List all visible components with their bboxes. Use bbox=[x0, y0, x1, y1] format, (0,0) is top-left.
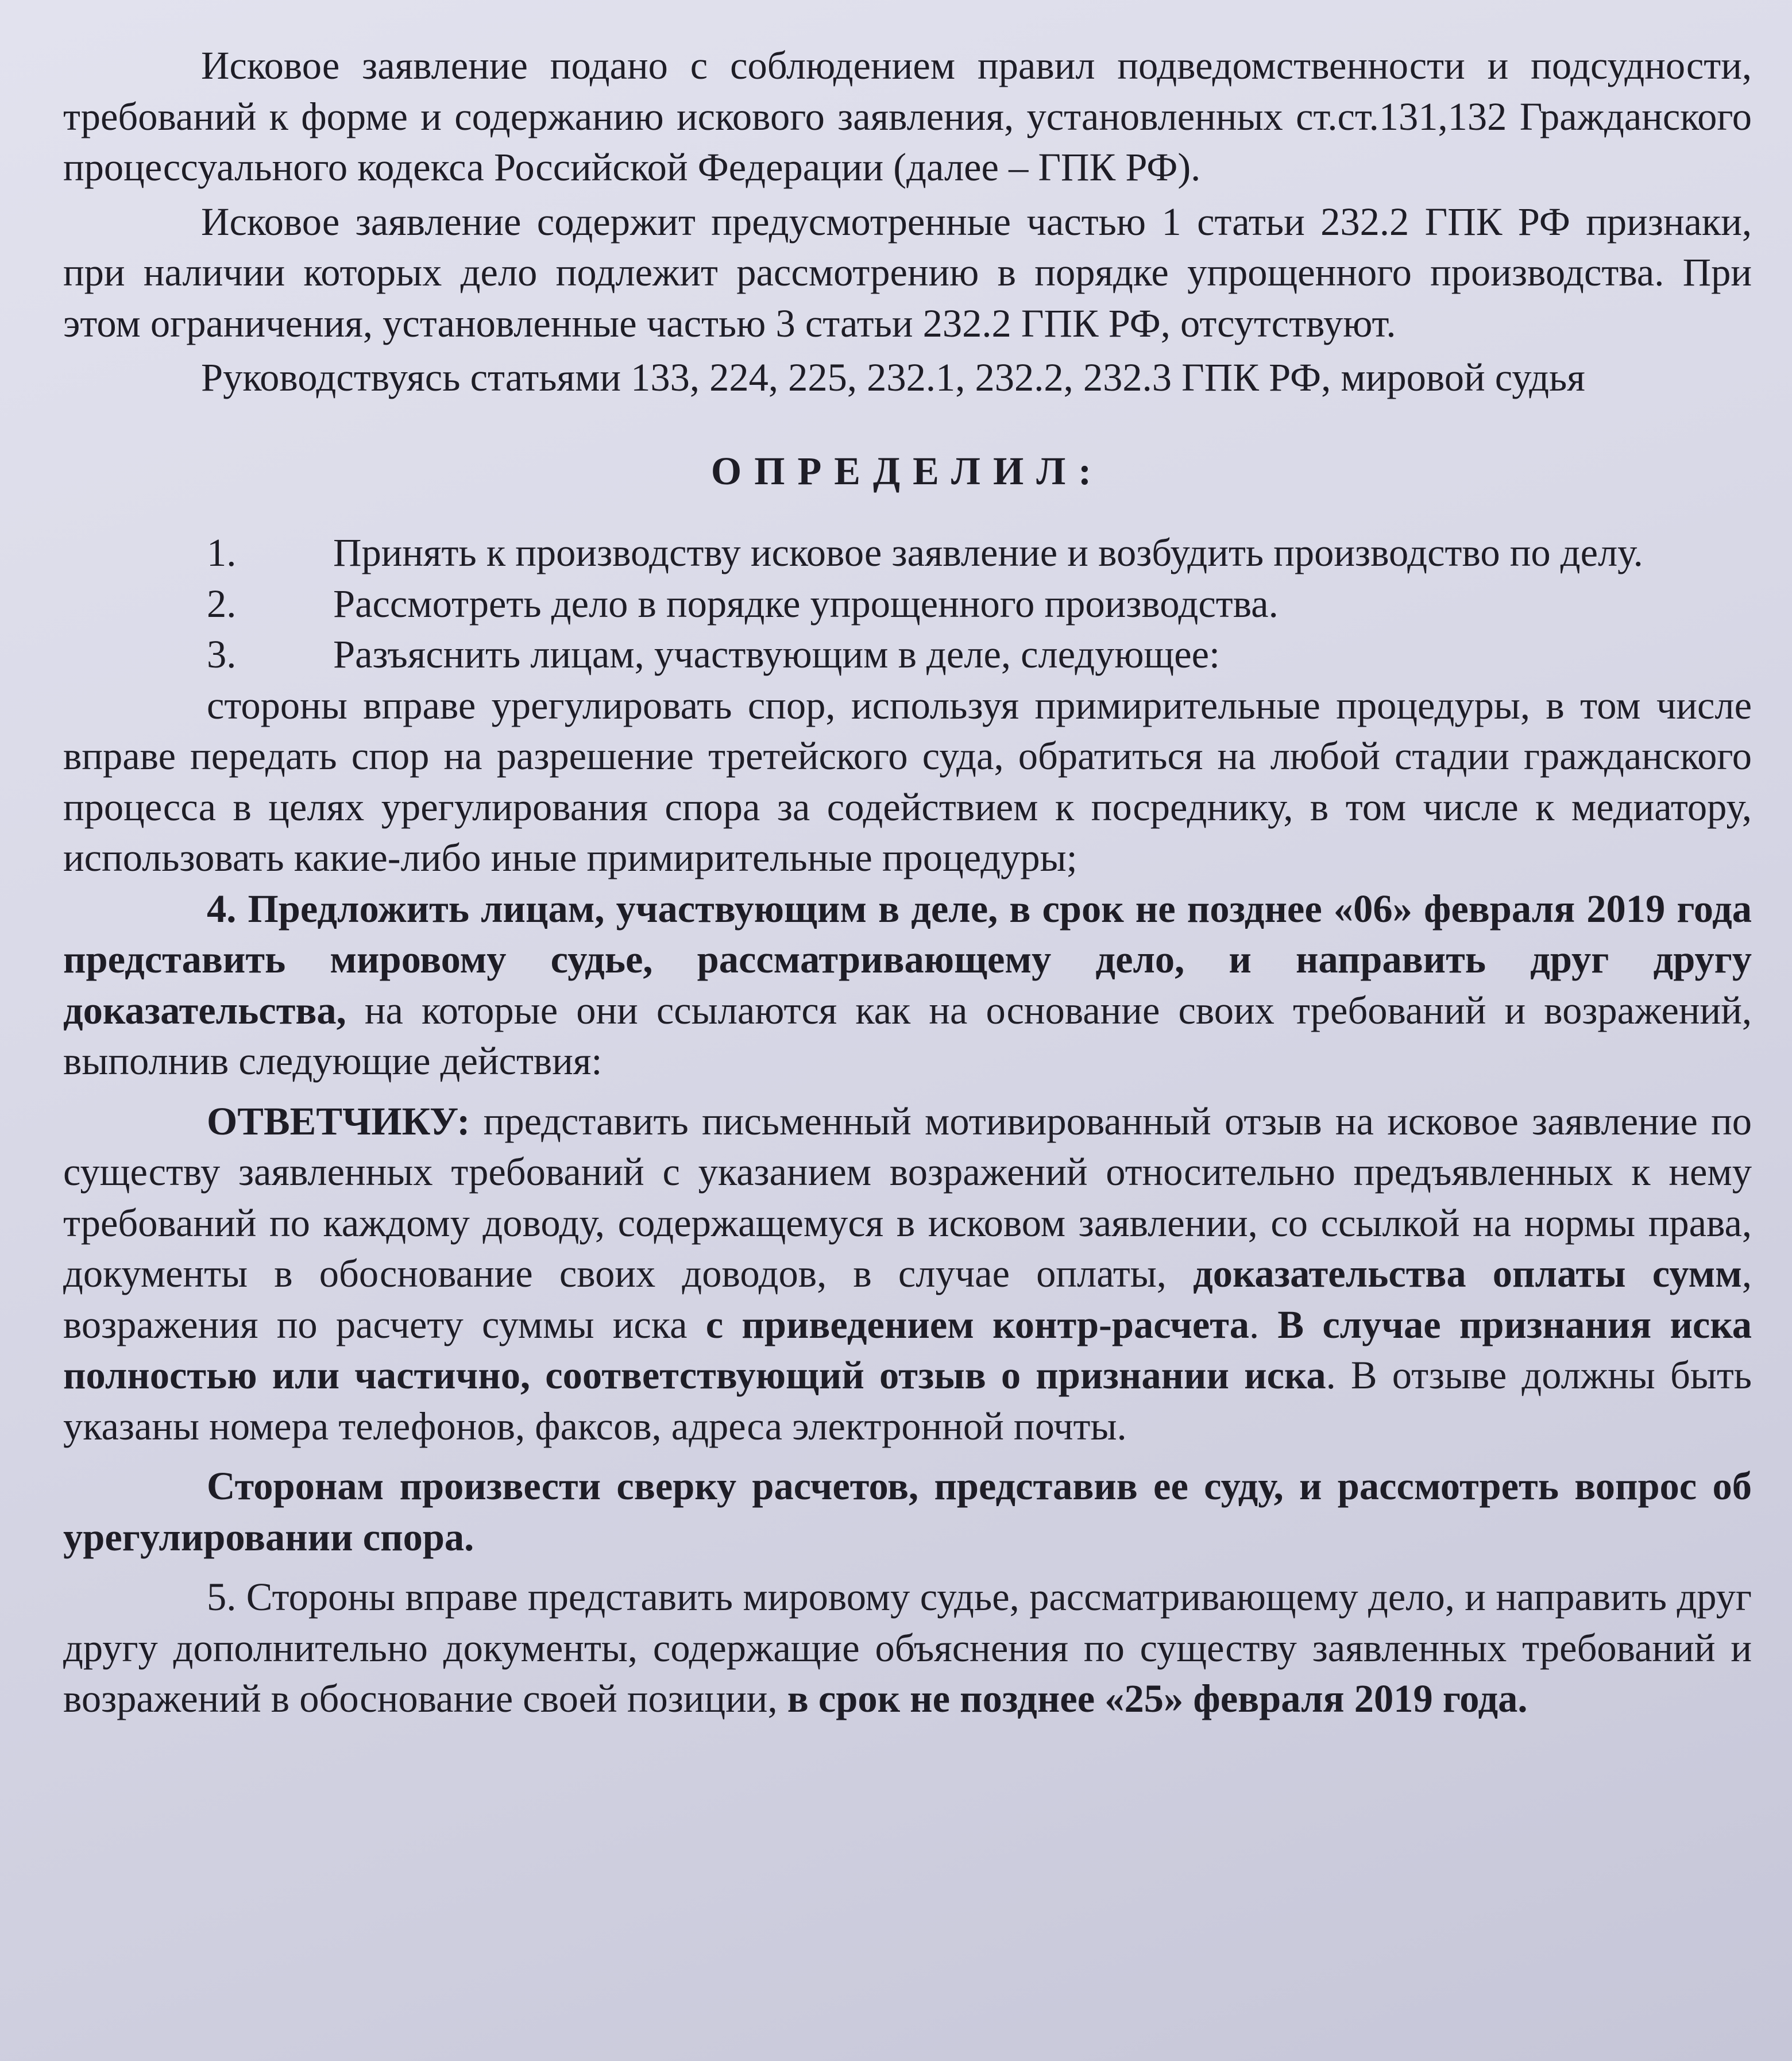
defendant-bold-1: доказательства оплаты сумм bbox=[1193, 1252, 1742, 1295]
decision-item-2 bbox=[63, 578, 1752, 630]
item-text: Разъяснить лицам, участвующим в деле, следующее: bbox=[333, 632, 1221, 676]
intro-paragraph-jurisdiction: Исковое заявление подано с соблюдением правил подведомственности и подсудности, требований к форме и содержанию искового заявления, установленных ст.ст.131,132 Гражданского процессуального кодекса Российской Федерации (далее – ГПК РФ). bbox=[63, 44, 1752, 189]
defendant-text-2: , возражения по расчету суммы иска bbox=[63, 1252, 1752, 1346]
decision-heading: ОПРЕДЕЛИЛ: bbox=[710, 449, 1104, 493]
defendant-text-3: . bbox=[1249, 1302, 1278, 1346]
item-4-bold-text: 4. Предложить лицам, участвующим в деле, в срок не позднее «06» февраля 2019 года представить мировому судье, рассматривающему дело, и направить друг другу доказательства, bbox=[63, 886, 1752, 1032]
item-number: 2. bbox=[207, 581, 237, 626]
decision-item-3 bbox=[63, 629, 1752, 680]
defendant-bold-3: В случае признания иска полностью или частично, соответствующий отзыв о признании иска bbox=[63, 1302, 1752, 1397]
defendant-text-1: представить письменный мотивированный отзыв на исковое заявление по существу заявленных требований с указанием возражений относительно предъявленных к нему требований по каждому доводу, содержащемуся в исковом заявлении, со ссылкой на нормы права, документы в обоснование своих доводов, в случае оплаты, bbox=[63, 1099, 1752, 1295]
decision-item-1 bbox=[63, 527, 1752, 578]
item-number: 3. bbox=[207, 632, 237, 676]
decision-item-5 bbox=[63, 1572, 1752, 1724]
item-5-text: 5. Стороны вправе представить мировому судье, рассматривающему дело, и направить друг другу дополнительно документы, содержащие объяснения по существу заявленных требований и возражений в обоснование своей позиции, bbox=[63, 1575, 1752, 1720]
intro-paragraph-guided-by: Руководствуясь статьями 133, 224, 225, 232.1, 232.2, 232.3 ГПК РФ, мировой судья bbox=[201, 356, 1585, 399]
defendant-bold-2: с приведением контр-расчета bbox=[705, 1302, 1250, 1346]
defendant-text-4: . В отзыве должны быть указаны номера телефонов, факсов, адреса электронной почты. bbox=[63, 1353, 1752, 1448]
item-4-text: на которые они ссылаются как на основание своих требований и возражений, выполнив следующие действия: bbox=[63, 988, 1752, 1083]
defendant-label: ОТВЕТЧИКУ: bbox=[207, 1099, 470, 1143]
item-text: Рассмотреть дело в порядке упрощенного производства. bbox=[333, 581, 1279, 626]
intro-paragraph-simplified-procedure: Исковое заявление содержит предусмотренные частью 1 статьи 232.2 ГПК РФ признаки, при наличии которых дело подлежит рассмотрению в порядке упрощенного производства. При этом ограничения, установленные частью 3 статьи 232.2 ГПК РФ, отсутствуют. bbox=[63, 199, 1752, 345]
item-text: Принять к производству исковое заявление и возбудить производство по делу. bbox=[333, 531, 1643, 574]
parties-instruction: Сторонам произвести сверку расчетов, представив ее суду, и рассмотреть вопрос об урегулировании спора. bbox=[63, 1464, 1752, 1559]
decision-item-4 bbox=[63, 883, 1752, 1087]
decision-item-3-detail: стороны вправе урегулировать спор, используя примирительные процедуры, в том числе вправе передать спор на разрешение третейского суда, обратиться на любой стадии гражданского процесса в целях урегулирования спора за содействием к посреднику, в том числе к медиатору, использовать какие-либо иные примирительные процедуры; bbox=[63, 683, 1752, 879]
item-number: 1. bbox=[207, 531, 237, 574]
defendant-instruction bbox=[63, 1096, 1752, 1452]
item-5-deadline: в срок не позднее «25» февраля 2019 года. bbox=[787, 1677, 1528, 1720]
